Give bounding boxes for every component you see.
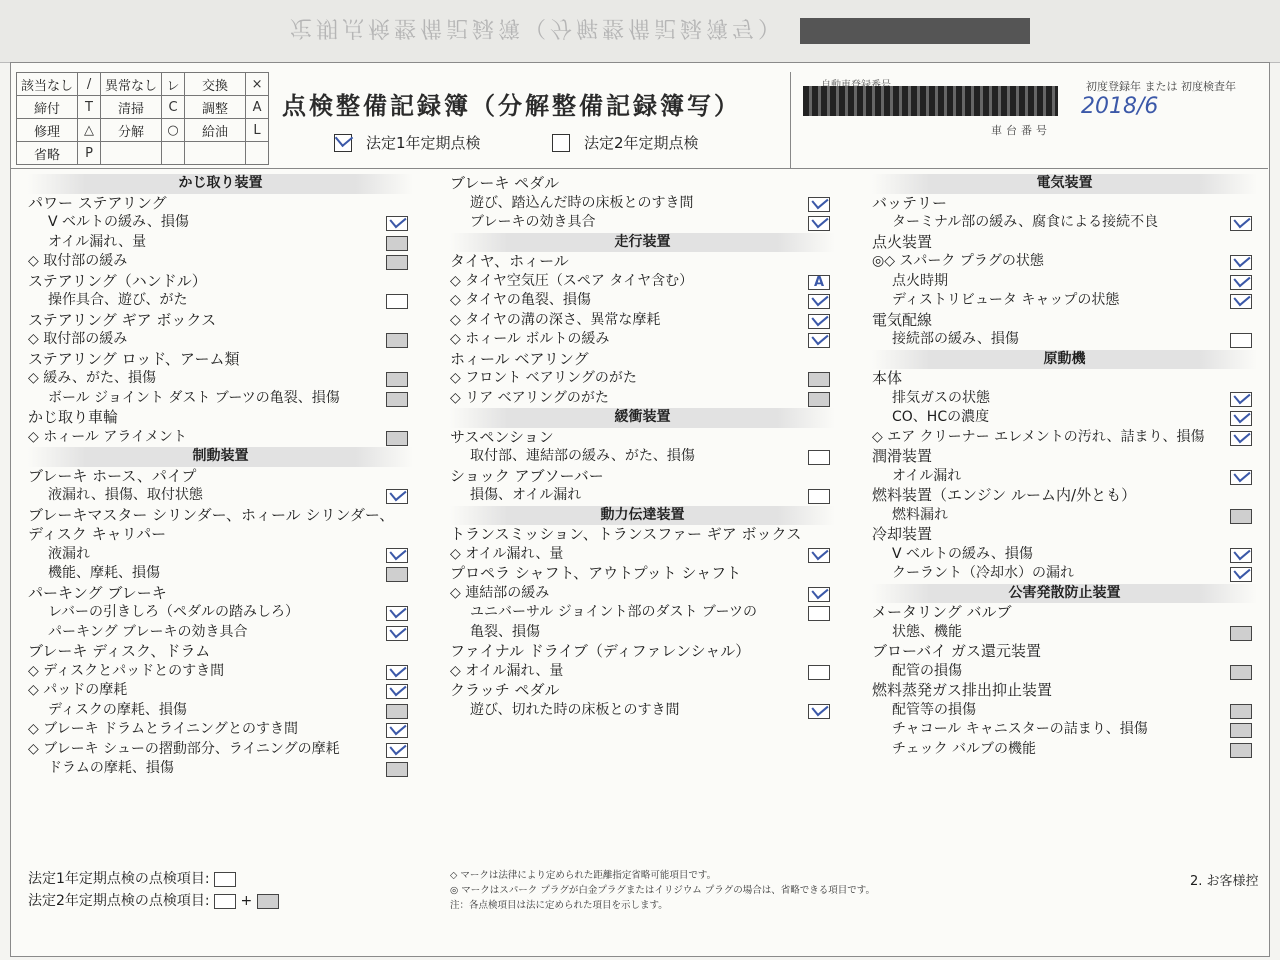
biennial-inspection-option[interactable] xyxy=(552,132,699,153)
check-item xyxy=(872,545,1257,565)
result-checkbox[interactable] xyxy=(808,489,830,504)
check-item xyxy=(450,603,835,623)
check-item-label: 取付部、連結部の緩み、がた、損傷 xyxy=(470,448,695,464)
group-heading xyxy=(28,350,413,370)
check-item-label: ◎◇ スパーク プラグの状態 xyxy=(872,253,1044,269)
result-checkbox[interactable] xyxy=(1230,723,1252,738)
check-item xyxy=(872,252,1257,272)
check-item-label: 機能、摩耗、損傷 xyxy=(48,565,160,581)
group-title: ブレーキ ホース、パイプ xyxy=(28,466,197,485)
result-checkbox[interactable] xyxy=(1230,567,1252,582)
legend-row xyxy=(17,96,269,119)
result-checkbox[interactable] xyxy=(1230,626,1252,641)
check-item-label: オイル漏れ、量 xyxy=(48,233,147,250)
result-checkbox[interactable] xyxy=(386,392,408,407)
check-item-label: ◇ ブレーキ シューの摺動部分、ライニングの摩耗 xyxy=(28,740,340,757)
group-title: バッテリー xyxy=(872,193,948,212)
group-heading xyxy=(872,447,1257,467)
check-item xyxy=(450,330,835,350)
group-heading xyxy=(872,642,1257,662)
result-checkbox[interactable] xyxy=(808,450,830,465)
result-checkbox[interactable] xyxy=(386,372,408,387)
result-checkbox[interactable] xyxy=(1230,216,1252,231)
legend-symbol: L xyxy=(246,119,269,142)
section-title: 原動機 xyxy=(1043,350,1086,367)
check-item xyxy=(28,740,413,760)
group-heading xyxy=(872,525,1257,545)
check-item xyxy=(872,623,1257,643)
footer-annual-label: 法定1年定期点検の点検項目: xyxy=(28,871,210,887)
legend-symbol: × xyxy=(246,73,269,96)
check-item-label: チャコール キャニスターの詰まり、損傷 xyxy=(892,721,1148,737)
check-item xyxy=(28,681,413,701)
section-title: かじ取り装置 xyxy=(178,175,263,191)
check-item-label: V ベルトの緩み、損傷 xyxy=(48,214,189,230)
check-item-label: 損傷、オイル漏れ xyxy=(470,487,582,503)
group-heading xyxy=(28,408,413,428)
legend-row xyxy=(17,142,269,165)
legend-symbol: △ xyxy=(78,119,101,142)
group-title: ショック アブソーバー xyxy=(450,466,604,485)
check-item-label: ◇ ブレーキ ドラムとライニングとのすき間 xyxy=(28,721,298,737)
group-heading xyxy=(28,506,413,526)
group-title: ディスク キャリパー xyxy=(28,525,167,543)
check-item xyxy=(28,213,413,233)
group-heading xyxy=(450,350,835,370)
note-line: ◎ マークはスパーク プラグが白金プラグまたはイリジウム プラグの場合は、省略できる項目です。 xyxy=(450,885,875,896)
group-title: ブレーキ ディスク、ドラム xyxy=(28,642,211,660)
section-title: 走行装置 xyxy=(614,233,671,250)
check-item-label: ◇ タイヤの亀裂、損傷 xyxy=(450,292,591,308)
check-item xyxy=(28,330,413,350)
legend-symbol: / xyxy=(78,73,101,96)
check-item xyxy=(28,545,413,565)
group-heading xyxy=(450,467,835,487)
check-item-label: 液漏れ xyxy=(48,545,90,562)
result-checkbox[interactable] xyxy=(808,216,830,231)
check-item xyxy=(872,720,1257,740)
check-item xyxy=(872,662,1257,682)
group-title: メータリング バルブ xyxy=(872,603,1012,621)
check-item-label: ◇ タイヤの溝の深さ、異常な摩耗 xyxy=(450,311,661,328)
footer-notes xyxy=(450,868,875,913)
result-checkbox[interactable] xyxy=(386,762,408,777)
check-item-label: ◇ 連結部の緩み xyxy=(450,584,550,601)
section-title: 電気装置 xyxy=(1036,175,1093,191)
section-heading xyxy=(872,174,1257,194)
check-item xyxy=(872,564,1257,584)
check-item xyxy=(28,662,413,682)
check-item-label: 液漏れ、損傷、取付状態 xyxy=(48,487,203,503)
group-title: 冷却装置 xyxy=(872,525,933,543)
legend-label: 異常なし xyxy=(101,73,162,96)
check-item-label: 点火時期 xyxy=(892,272,948,289)
top-strip xyxy=(0,0,1280,63)
check-item xyxy=(28,486,413,506)
check-item-label: ◇ パッドの摩耗 xyxy=(28,682,128,698)
column-running-gear xyxy=(450,174,835,720)
first-reg-label: 初度登録年 または 初度検査年 xyxy=(1086,80,1236,93)
biennial-checkbox[interactable] xyxy=(552,134,570,152)
check-item-label: ◇ リア ベアリングのがた xyxy=(450,389,609,406)
section-heading xyxy=(28,447,413,467)
footer-biennial xyxy=(28,890,279,910)
group-title: 点火装置 xyxy=(872,232,933,251)
check-item-label: 配管の損傷 xyxy=(892,662,962,679)
annual-label: 法定1年定期点検 xyxy=(366,134,481,152)
check-item-label: チェック バルブの機能 xyxy=(892,740,1037,757)
group-heading xyxy=(450,252,835,272)
footer-annual xyxy=(28,868,236,888)
footer-biennial-label: 法定2年定期点検の点検項目: xyxy=(28,893,210,909)
group-title: ステアリング ロッド、アーム類 xyxy=(28,349,240,368)
group-heading xyxy=(28,525,413,545)
section-heading xyxy=(450,408,835,428)
group-title: クラッチ ペダル xyxy=(450,681,560,699)
check-item xyxy=(450,584,835,604)
check-item-label: ◇ ホィール ボルトの緩み xyxy=(450,331,610,347)
check-item xyxy=(450,369,835,389)
result-checkbox[interactable] xyxy=(808,294,830,309)
check-item xyxy=(28,603,413,623)
check-item xyxy=(872,291,1257,311)
check-item-label: ユニバーサル ジョイント部のダスト ブーツの xyxy=(470,604,757,620)
group-title: タイヤ、ホィール xyxy=(450,252,569,270)
result-checkbox[interactable] xyxy=(386,294,408,309)
vehicle-info xyxy=(790,72,1269,168)
result-checkbox[interactable] xyxy=(808,606,830,621)
legend-label: 交換 xyxy=(185,73,246,96)
footer-plus: + xyxy=(240,893,253,909)
result-checkbox[interactable] xyxy=(1230,470,1252,485)
check-item xyxy=(872,701,1257,721)
group-title: ステアリング ギア ボックス xyxy=(28,310,217,329)
annual-inspection-option[interactable] xyxy=(334,132,481,153)
page-title: 点検整備記録簿（分解整備記録簿写） xyxy=(282,92,741,120)
result-checkbox[interactable] xyxy=(386,255,408,270)
legend-symbol: A xyxy=(246,96,269,119)
check-item xyxy=(28,564,413,584)
group-heading xyxy=(450,428,835,448)
check-item-label: 遊び、切れた時の床板とのすき間 xyxy=(470,701,680,718)
result-checkbox[interactable] xyxy=(1230,411,1252,426)
check-item-label: 亀裂、損傷 xyxy=(470,623,540,640)
check-item xyxy=(450,486,835,506)
result-checkbox[interactable] xyxy=(386,606,408,621)
check-item xyxy=(872,272,1257,292)
check-item xyxy=(872,389,1257,409)
check-item-label: 燃料漏れ xyxy=(892,506,948,523)
result-checkbox[interactable] xyxy=(386,743,408,758)
check-item-label: ブレーキの効き具合 xyxy=(470,214,596,230)
section-heading xyxy=(450,506,835,526)
check-item-label: ◇ ホィール アライメント xyxy=(28,428,187,445)
check-item-label: ◇ エア クリーナー エレメントの汚れ、詰まり、損傷 xyxy=(872,428,1205,445)
legend-label: 修理 xyxy=(17,119,78,142)
legend-symbol xyxy=(162,142,185,165)
result-checkbox[interactable] xyxy=(386,431,408,446)
top-strip-ghost-text: 定期点検整備記録簿（分解整備記録簿写） xyxy=(290,15,785,40)
check-item-label: CO、HCの濃度 xyxy=(892,409,990,425)
group-heading xyxy=(872,233,1257,253)
check-item xyxy=(450,389,835,409)
group-heading xyxy=(872,311,1257,331)
group-heading xyxy=(872,369,1257,389)
footer-biennial-box-plain xyxy=(214,894,236,909)
note-line: ◇ マークは法律により定められた距離指定省略可能項目です。 xyxy=(450,870,717,881)
check-item xyxy=(28,623,413,643)
biennial-label: 法定2年定期点検 xyxy=(584,134,699,152)
check-item-label: パーキング ブレーキの効き具合 xyxy=(48,623,248,640)
result-checkbox[interactable] xyxy=(386,236,408,251)
result-checkbox[interactable] xyxy=(808,587,830,602)
check-item xyxy=(450,194,835,214)
check-item xyxy=(450,447,835,467)
result-checkbox[interactable] xyxy=(808,372,830,387)
section-heading xyxy=(872,350,1257,370)
check-item xyxy=(450,623,835,643)
result-checkbox[interactable] xyxy=(1230,255,1252,270)
copy-label: 2. お客様控 xyxy=(1190,874,1259,889)
legend-label: 締付 xyxy=(17,96,78,119)
footer-biennial-box-shaded xyxy=(257,894,279,909)
group-heading xyxy=(28,311,413,331)
check-item xyxy=(450,701,835,721)
result-checkbox[interactable] xyxy=(386,626,408,641)
result-checkbox[interactable] xyxy=(808,548,830,563)
check-item-label: ◇ タイヤ空気圧（スペア タイヤ含む） xyxy=(450,272,694,289)
result-checkbox[interactable] xyxy=(386,548,408,563)
group-heading xyxy=(872,486,1257,506)
legend-label: 調整 xyxy=(185,96,246,119)
check-item xyxy=(872,506,1257,526)
group-title: 潤滑装置 xyxy=(872,447,933,465)
check-item xyxy=(872,408,1257,428)
group-heading xyxy=(872,603,1257,623)
group-title: サスペンション xyxy=(450,427,554,446)
group-title: トランスミッション、トランスファー ギア ボックス xyxy=(450,525,802,543)
annual-checkbox[interactable] xyxy=(334,134,352,152)
result-checkbox[interactable] xyxy=(1230,294,1252,309)
group-title: 電気配線 xyxy=(872,310,933,329)
legend-label: 清掃 xyxy=(101,96,162,119)
legend-table xyxy=(16,72,269,165)
check-item xyxy=(28,291,413,311)
result-checkbox[interactable] xyxy=(808,333,830,348)
check-item xyxy=(28,759,413,779)
check-item-label: ◇ 取付部の緩み xyxy=(28,253,128,269)
check-item xyxy=(872,467,1257,487)
check-item-label: ドラムの摩耗、損傷 xyxy=(48,760,174,776)
result-checkbox[interactable] xyxy=(808,275,830,290)
check-item-label: オイル漏れ xyxy=(892,467,962,484)
group-heading xyxy=(450,642,835,662)
footer-annual-box xyxy=(214,872,236,887)
result-checkbox[interactable] xyxy=(386,704,408,719)
section-heading xyxy=(872,584,1257,604)
check-item xyxy=(450,291,835,311)
group-heading xyxy=(28,467,413,487)
result-checkbox[interactable] xyxy=(808,314,830,329)
check-item-label: レバーの引きしろ（ペダルの踏みしろ） xyxy=(48,604,300,620)
check-item xyxy=(28,720,413,740)
result-checkbox[interactable] xyxy=(1230,275,1252,290)
check-item-label: ディストリビュータ キャップの状態 xyxy=(892,292,1120,308)
result-checkbox[interactable] xyxy=(1230,704,1252,719)
first-reg-value: 2018/6 xyxy=(1081,94,1159,119)
check-item-label: ◇ フロント ベアリングのがた xyxy=(450,370,637,386)
check-item-label: 操作具合、遊び、がた xyxy=(48,292,188,308)
legend-label xyxy=(185,142,246,165)
legend-symbol: C xyxy=(162,96,185,119)
legend-symbol: T xyxy=(78,96,101,119)
check-item-label: ◇ 緩み、がた、損傷 xyxy=(28,370,157,386)
check-item-label: ◇ オイル漏れ、量 xyxy=(450,545,564,562)
group-title: パーキング ブレーキ xyxy=(28,583,167,602)
check-item-label: 状態、機能 xyxy=(892,623,962,640)
chassis-number-label: 車台番号 xyxy=(991,124,1051,137)
legend-symbol: レ xyxy=(162,73,185,96)
check-item-label: V ベルトの緩み、損傷 xyxy=(892,545,1033,562)
group-heading xyxy=(28,194,413,214)
check-item xyxy=(450,662,835,682)
check-item xyxy=(872,330,1257,350)
note-line: 注：各点検項目は法に定められた項目を示します。 xyxy=(450,900,668,911)
group-heading xyxy=(28,642,413,662)
group-title: 燃料蒸発ガス排出抑止装置 xyxy=(872,681,1053,699)
check-item-label: 接続部の緩み、損傷 xyxy=(892,331,1019,347)
section-title: 公害発散防止装置 xyxy=(1008,584,1121,601)
result-checkbox[interactable] xyxy=(1230,548,1252,563)
check-item-label: ◇ オイル漏れ、量 xyxy=(450,662,564,679)
result-checkbox[interactable] xyxy=(386,684,408,699)
check-item-label: ボール ジョイント ダスト ブーツの亀裂、損傷 xyxy=(48,389,340,406)
group-title: プロペラ シャフト、アウトプット シャフト xyxy=(450,564,742,582)
result-checkbox[interactable] xyxy=(808,197,830,212)
result-checkbox[interactable] xyxy=(808,704,830,719)
group-heading xyxy=(872,681,1257,701)
header-divider xyxy=(10,168,1268,169)
legend-label: 省略 xyxy=(17,142,78,165)
check-item xyxy=(28,233,413,253)
check-item-label: 排気ガスの状態 xyxy=(892,389,990,406)
legend-label: 分解 xyxy=(101,119,162,142)
result-checkbox[interactable] xyxy=(808,392,830,407)
check-item xyxy=(872,213,1257,233)
check-item xyxy=(28,252,413,272)
check-item-label: ターミナル部の緩み、腐食による接続不良 xyxy=(892,214,1159,230)
check-item xyxy=(450,272,835,292)
check-item xyxy=(28,701,413,721)
group-heading xyxy=(28,272,413,292)
section-title: 制動装置 xyxy=(192,448,249,464)
group-title: ブローバイ ガス還元装置 xyxy=(872,642,1042,660)
check-item xyxy=(450,311,835,331)
group-heading xyxy=(28,584,413,604)
section-title: 緩衝装置 xyxy=(614,409,671,425)
result-checkbox[interactable] xyxy=(386,489,408,504)
check-item xyxy=(872,740,1257,760)
check-item xyxy=(28,389,413,409)
column-electrical-engine xyxy=(872,174,1257,759)
group-heading xyxy=(450,564,835,584)
group-title: ステアリング（ハンドル） xyxy=(28,271,207,290)
group-title: ホィール ベアリング xyxy=(450,349,589,368)
check-item-label: ◇ ディスクとパッドとのすき間 xyxy=(28,662,225,679)
result-checkbox[interactable] xyxy=(1230,392,1252,407)
legend-label xyxy=(101,142,162,165)
group-title: 本体 xyxy=(872,369,903,387)
legend-symbol xyxy=(246,142,269,165)
redacted-reg-number xyxy=(803,86,1058,116)
group-title: ブレーキマスター シリンダー、ホィール シリンダー、 xyxy=(28,505,395,524)
group-title: 燃料装置（エンジン ルーム内/外とも） xyxy=(872,486,1137,504)
group-heading xyxy=(872,194,1257,214)
legend-symbol: P xyxy=(78,142,101,165)
check-item-label: ディスクの摩耗、損傷 xyxy=(48,701,187,718)
group-heading xyxy=(450,681,835,701)
check-item-label: 配管等の損傷 xyxy=(892,701,976,718)
result-checkbox[interactable] xyxy=(1230,333,1252,348)
check-item xyxy=(450,213,835,233)
check-item xyxy=(872,428,1257,448)
check-item-label: 遊び、踏込んだ時の床板とのすき間 xyxy=(470,194,694,211)
legend-label: 給油 xyxy=(185,119,246,142)
result-checkbox[interactable] xyxy=(386,333,408,348)
section-title: 動力伝達装置 xyxy=(600,506,685,523)
legend-row xyxy=(17,119,269,142)
result-checkbox[interactable] xyxy=(1230,431,1252,446)
check-item-label: ◇ 取付部の緩み xyxy=(28,331,128,347)
result-checkbox[interactable] xyxy=(386,567,408,582)
check-item xyxy=(28,369,413,389)
result-checkbox[interactable] xyxy=(1230,665,1252,680)
column-steering-brakes xyxy=(28,174,413,779)
group-heading xyxy=(450,174,835,194)
check-item xyxy=(450,545,835,565)
group-title: ファイナル ドライブ（ディファレンシャル） xyxy=(450,642,751,660)
redacted-area xyxy=(800,18,1030,44)
result-checkbox[interactable] xyxy=(1230,509,1252,524)
group-title: ブレーキ ペダル xyxy=(450,174,560,192)
legend-row xyxy=(17,73,269,96)
section-heading xyxy=(28,174,413,194)
result-checkbox[interactable] xyxy=(386,665,408,680)
check-item-label: クーラント（冷却水）の漏れ xyxy=(892,565,1074,581)
check-item xyxy=(28,428,413,448)
result-checkbox[interactable] xyxy=(1230,743,1252,758)
legend-label: 該当なし xyxy=(17,73,78,96)
section-heading xyxy=(450,233,835,253)
result-checkbox[interactable] xyxy=(386,216,408,231)
result-checkbox[interactable] xyxy=(808,665,830,680)
legend-symbol: ○ xyxy=(162,119,185,142)
group-title: パワー ステアリング xyxy=(28,193,167,212)
result-checkbox[interactable] xyxy=(386,723,408,738)
group-heading xyxy=(450,525,835,545)
group-title: かじ取り車輪 xyxy=(28,408,119,426)
